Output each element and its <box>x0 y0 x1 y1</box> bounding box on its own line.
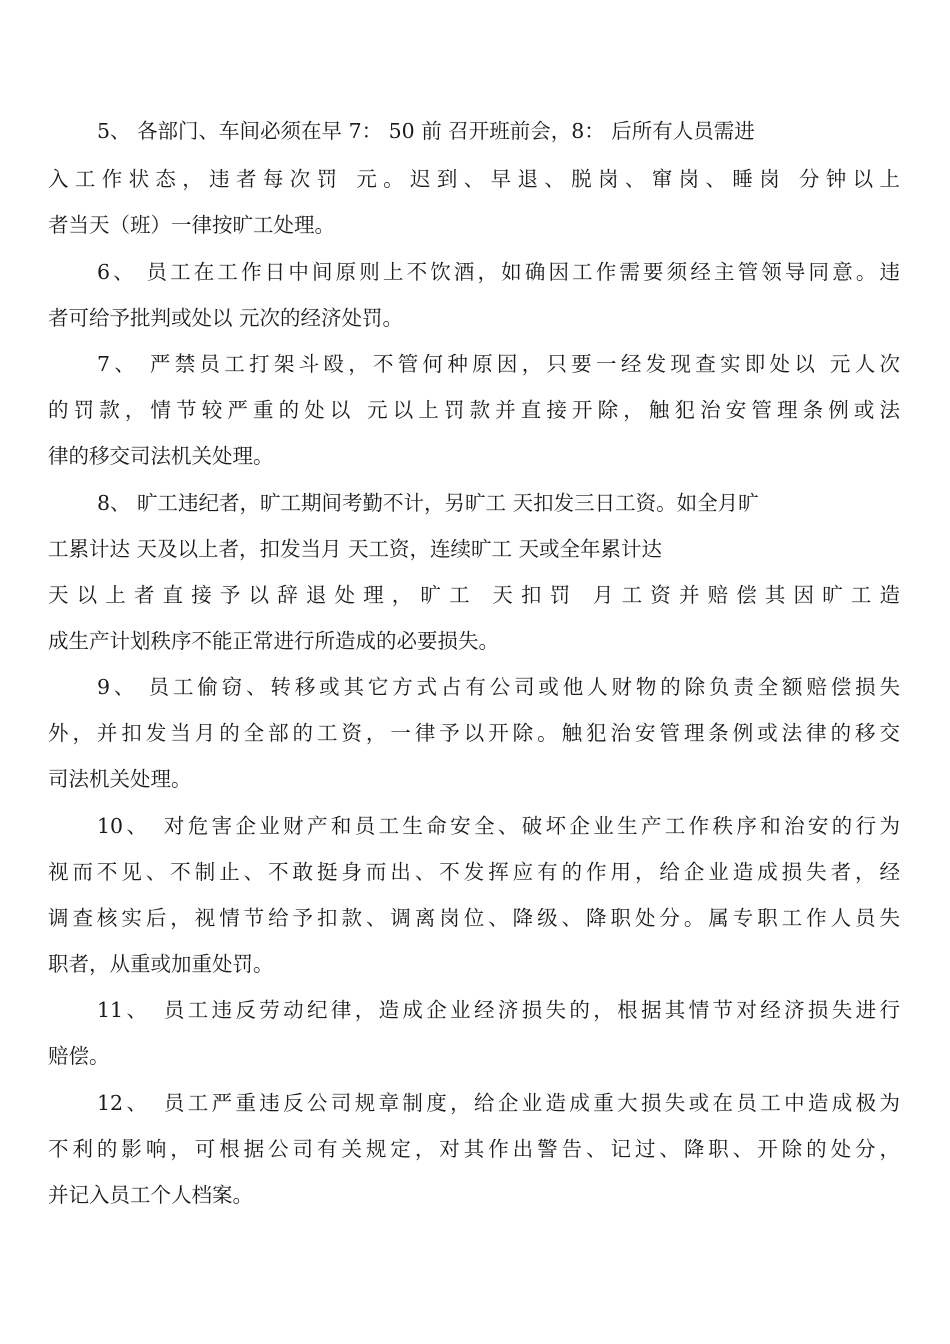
rule-12-line-1: 12、 员工严重违反公司规章制度，给企业造成重大损失或在员工中造成极为 <box>97 1091 900 1115</box>
rule-10-line-4: 职者，从重或加重处罚。 <box>48 952 274 976</box>
rule-8-line-4: 成生产计划秩序不能正常进行所造成的必要损失。 <box>48 629 499 653</box>
rule-5-line-1: 5、 各部门、车间必须在早 7： 50 前 召开班前会，8： 后所有人员需进 <box>97 119 755 143</box>
rule-11-line-1: 11、 员工违反劳动纪律，造成企业经济损失的，根据其情节对经济损失进行 <box>97 998 900 1022</box>
rule-5-line-2: 入工作状态，违者每次罚 元。迟到、早退、脱岗、窜岗、睡岗 分钟以上 <box>48 167 900 191</box>
rule-7-line-1: 7、 严禁员工打架斗殴，不管何种原因，只要一经发现查实即处以 元人次 <box>97 352 900 376</box>
rule-7-line-2: 的罚款，情节较严重的处以 元以上罚款并直接开除，触犯治安管理条例或法 <box>48 398 900 422</box>
rule-8-line-1: 8、 旷工违纪者，旷工期间考勤不计，另旷工 天扣发三日工资。如全月旷 <box>97 491 759 515</box>
rule-5-line-3: 者当天（班）一律按旷工处理。 <box>48 213 335 237</box>
rule-9-line-1: 9、 员工偷窃、转移或其它方式占有公司或他人财物的除负责全额赔偿损失 <box>97 675 900 699</box>
rule-7-line-3: 律的移交司法机关处理。 <box>48 444 274 468</box>
rule-12-line-3: 并记入员工个人档案。 <box>48 1183 253 1207</box>
rule-11-line-2: 赔偿。 <box>48 1044 110 1068</box>
rule-6-line-1: 6、 员工在工作日中间原则上不饮酒，如确因工作需要须经主管领导同意。违 <box>97 260 900 284</box>
rule-9-line-2: 外，并扣发当月的全部的工资，一律予以开除。触犯治安管理条例或法律的移交 <box>48 721 900 745</box>
rule-6-line-2: 者可给予批判或处以 元次的经济处罚。 <box>48 306 404 330</box>
rule-10-line-2: 视而不见、不制止、不敢挺身而出、不发挥应有的作用，给企业造成损失者，经 <box>48 860 900 884</box>
rule-10-line-1: 10、 对危害企业财产和员工生命安全、破坏企业生产工作秩序和治安的行为 <box>97 814 900 838</box>
rule-8-line-2: 工累计达 天及以上者，扣发当月 天工资，连续旷工 天或全年累计达 <box>48 537 663 561</box>
rule-9-line-3: 司法机关处理。 <box>48 767 192 791</box>
rule-8-line-3: 天以上者直接予以辞退处理，旷工 天扣罚 月工资并赔偿其因旷工造 <box>48 583 900 607</box>
rule-12-line-2: 不利的影响，可根据公司有关规定，对其作出警告、记过、降职、开除的处分， <box>48 1137 900 1161</box>
rule-10-line-3: 调查核实后，视情节给予扣款、调离岗位、降级、降职处分。属专职工作人员失 <box>48 906 900 930</box>
